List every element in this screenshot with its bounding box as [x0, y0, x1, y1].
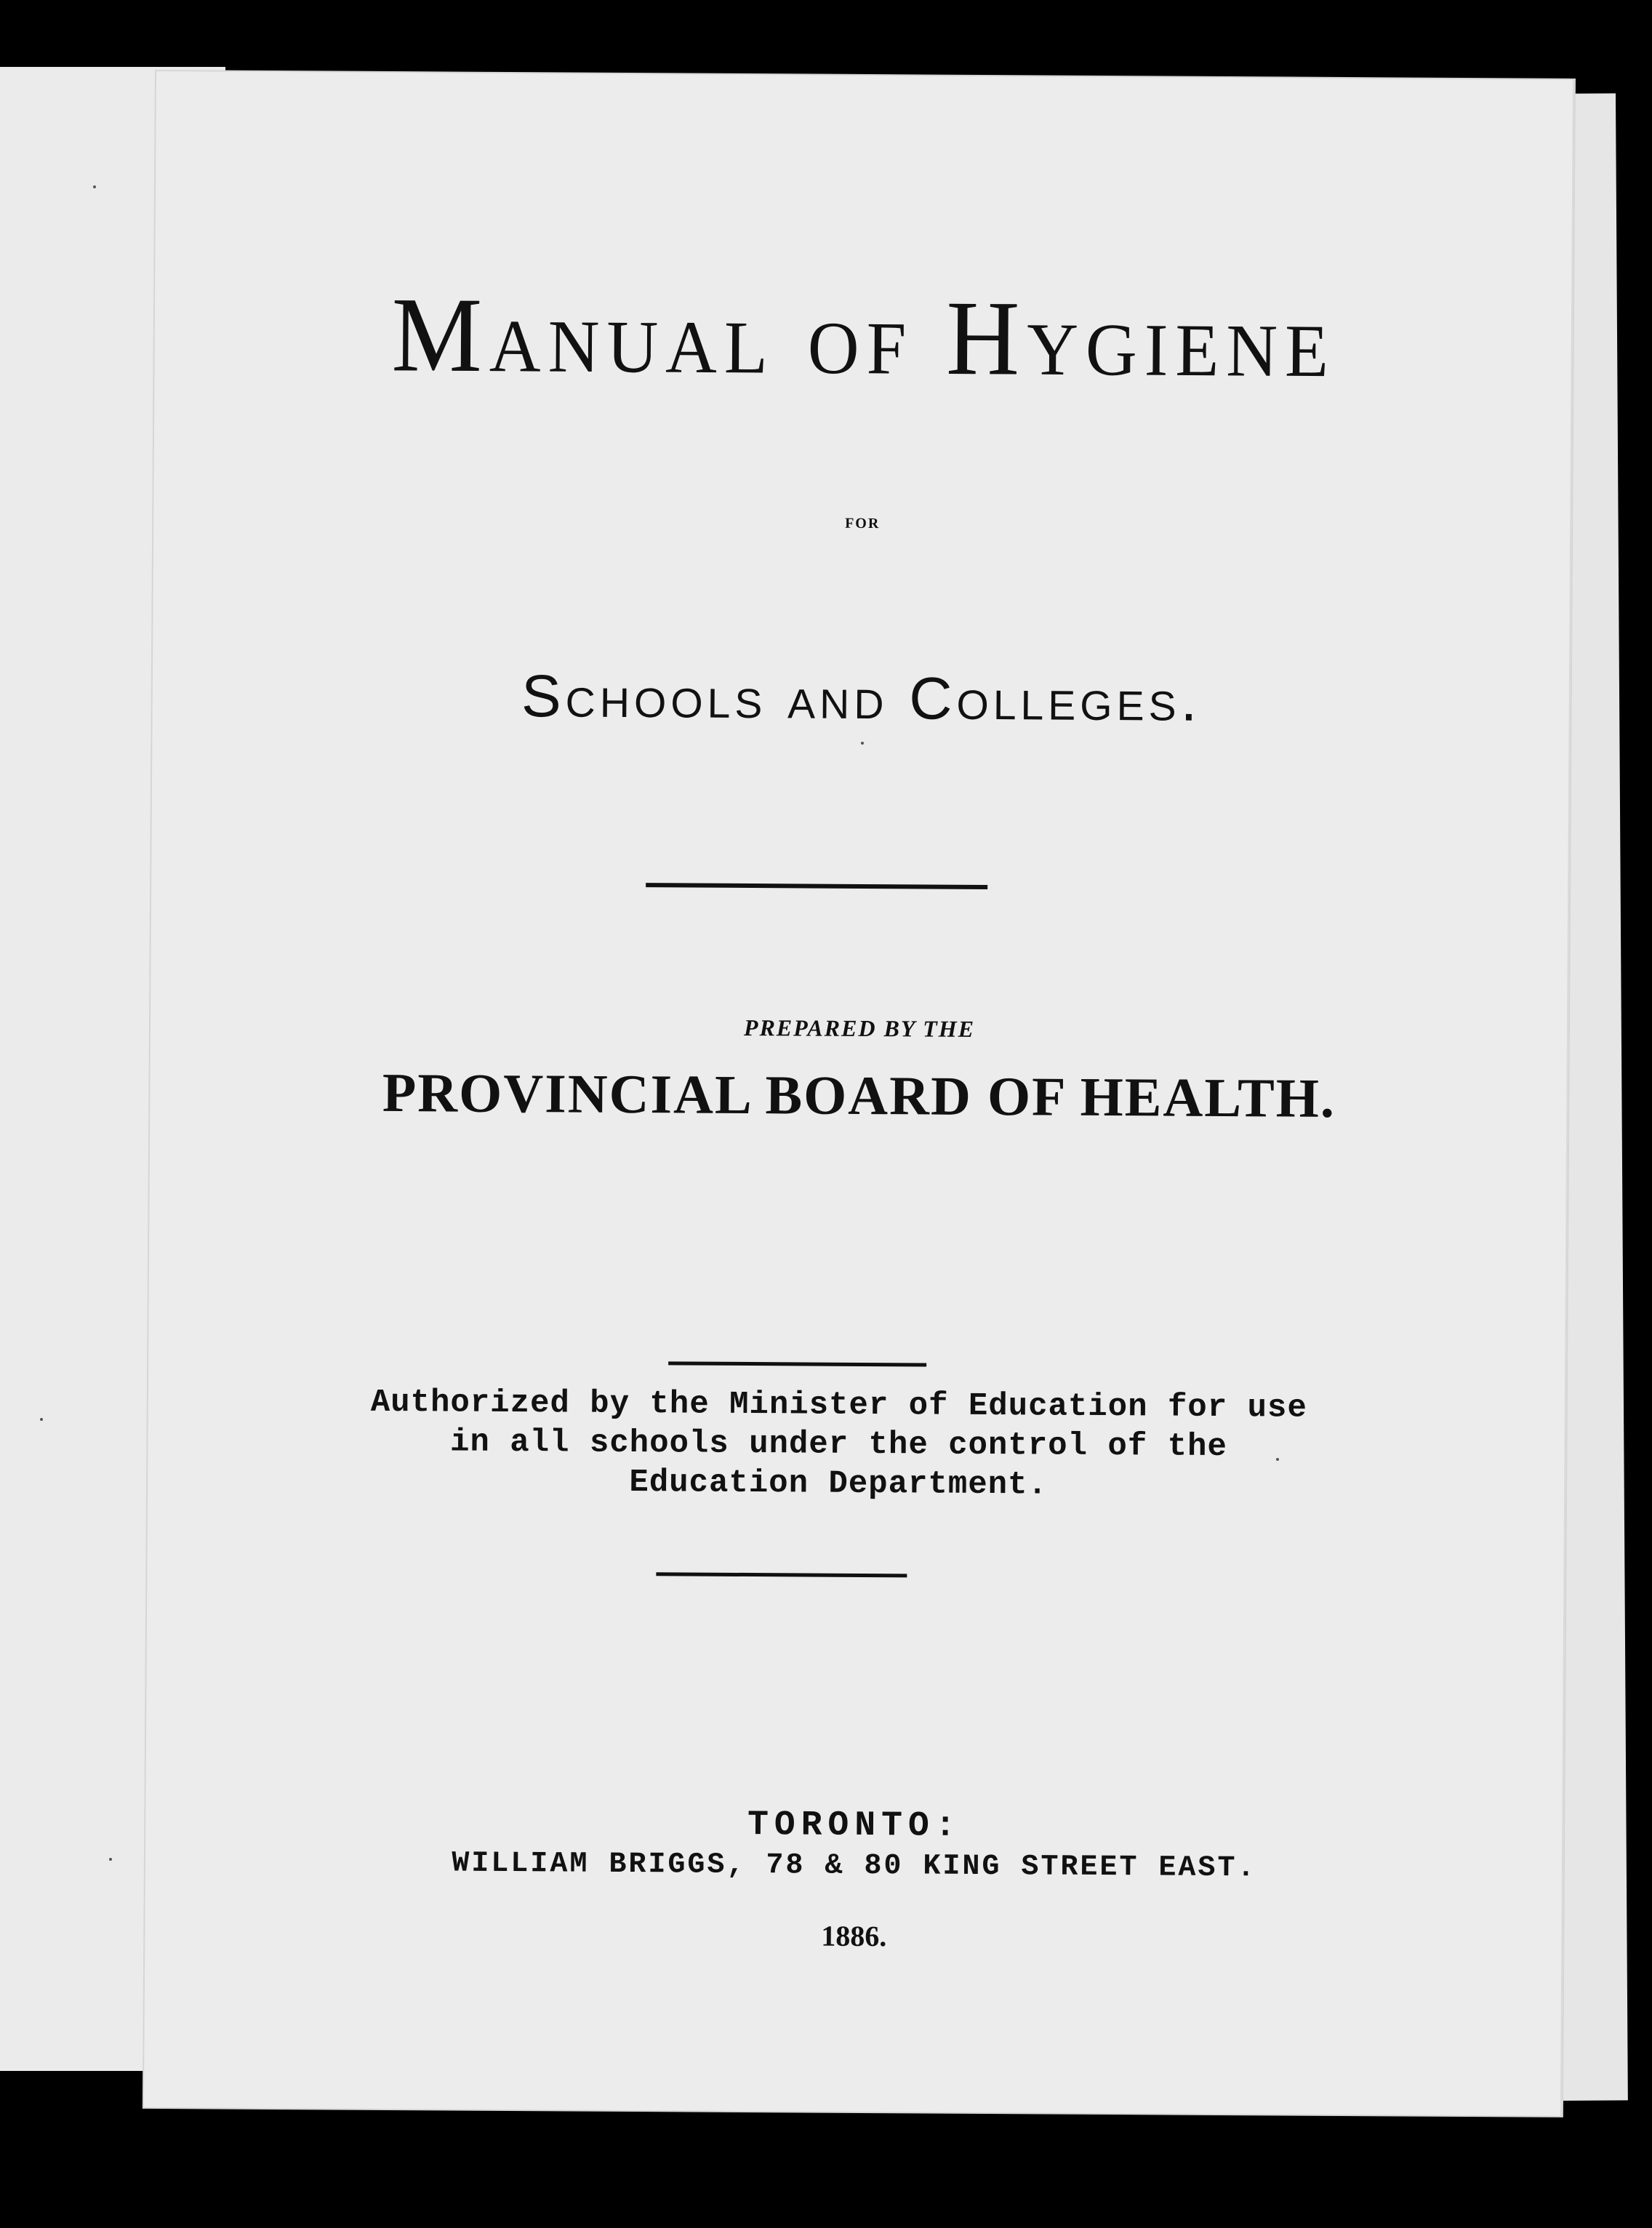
title-page-content [156, 71, 1574, 1953]
authorization-line: Authorized by the Minister of Education for use [370, 1384, 1307, 1427]
authorization-line: Education Department. [629, 1464, 1048, 1504]
paper-speck [109, 1858, 112, 1861]
imprint-publisher: WILLIAM BRIGGS, 78 & 80 KING STREET EAST. [452, 1847, 1257, 1886]
prepared-by-label: PREPARED BY THE [743, 1014, 976, 1042]
author-name: PROVINCIAL BOARD OF HEALTH. [382, 1062, 1336, 1129]
imprint-year: 1886. [821, 1919, 887, 1953]
paper-speck [1276, 1458, 1279, 1461]
divider-rule [656, 1572, 907, 1577]
paper-speck [40, 1418, 43, 1421]
authorization-line: in all schools under the control of the [449, 1424, 1228, 1466]
imprint-city: TORONTO: [747, 1806, 962, 1846]
book-subtitle: Schools and Colleges. [521, 663, 1202, 734]
for-word: for [845, 510, 881, 534]
divider-rule [668, 1361, 926, 1366]
authorization-statement [286, 1382, 1392, 1507]
paper-speck [93, 185, 96, 188]
title-page [144, 71, 1574, 2116]
paper-speck [861, 742, 864, 745]
divider-rule [646, 883, 987, 889]
book-title: Manual of Hygiene [391, 276, 1336, 400]
